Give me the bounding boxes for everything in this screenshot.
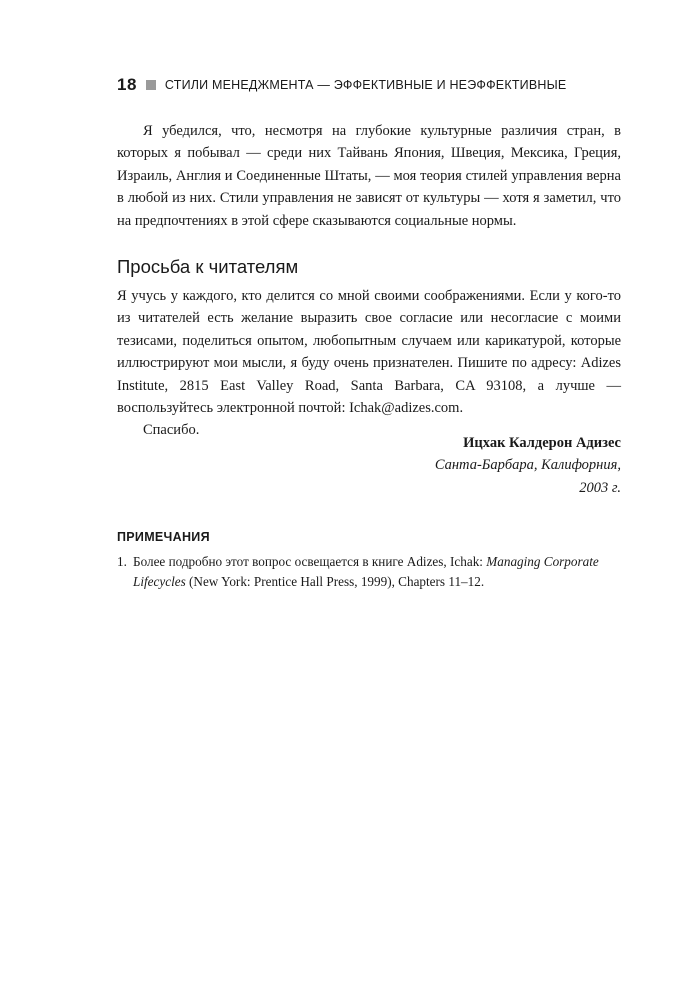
signature-block — [435, 432, 621, 499]
notes-heading: ПРИМЕЧАНИЯ — [117, 530, 210, 544]
readers-request-block — [117, 285, 621, 442]
paragraph-thanks: Спасибо. — [143, 422, 200, 439]
author-name: Ицхак Калдерон Адизес — [463, 435, 621, 451]
note-number: 1. — [117, 554, 127, 569]
note-text-before: Более подробно этот вопрос освещается в книге Adizes, Ichak: — [133, 554, 487, 569]
note-book-title: Managing Corporate Lifecycles — [133, 554, 599, 589]
author-year: 2003 г. — [579, 479, 621, 496]
running-title: СТИЛИ МЕНЕДЖМЕНТА — ЭФФЕКТИВНЫЕ И НЕЭФФЕКТИВНЫЕ — [164, 78, 567, 92]
notes-list — [117, 552, 621, 591]
section-heading: Просьба к читателям — [117, 256, 299, 277]
author-place: Санта-Барбара, Калифорния, — [434, 457, 621, 474]
paragraph-readers-request: Я учусь у каждого, кто делится со мной своими соображениями. Если у кого-то из читателей есть желание выразить свое согласие или несогласие с моими тезисами, поделиться опытом, любопытным случаем или карикатурой, которые иллюстрируют мои мысли, я буду очень признателен. Пишите по адресу: Adizes Institute, 2815 East Valley Road, Santa Barbara, CA 93108, а лучше — воспользуйтесь электронной почтой: Ichak@adizes.com. — [117, 288, 621, 417]
note-text-after: (New York: Prentice Hall Press, 1999), Chapters 11–12. — [185, 573, 485, 589]
note-item — [117, 552, 621, 591]
running-head — [117, 72, 597, 98]
body-text-block — [117, 120, 621, 232]
paragraph-cultural-differences: Я убедился, что, несмотря на глубокие культурные различия стран, в которых я побывал — среди них Тайвань Япония, Швеция, Мексика, Греция, Израиль, Англия и Соединенные Штаты, — моя теория стилей управления верна в любой из них. Стили управления не зависят от культуры — хотя я заметил, что на предпочтениях в этой сфере сказываются социальные нормы. — [117, 123, 621, 229]
header-square-ornament — [146, 80, 156, 90]
note-text — [133, 552, 621, 591]
page-number: 18 — [117, 75, 137, 94]
